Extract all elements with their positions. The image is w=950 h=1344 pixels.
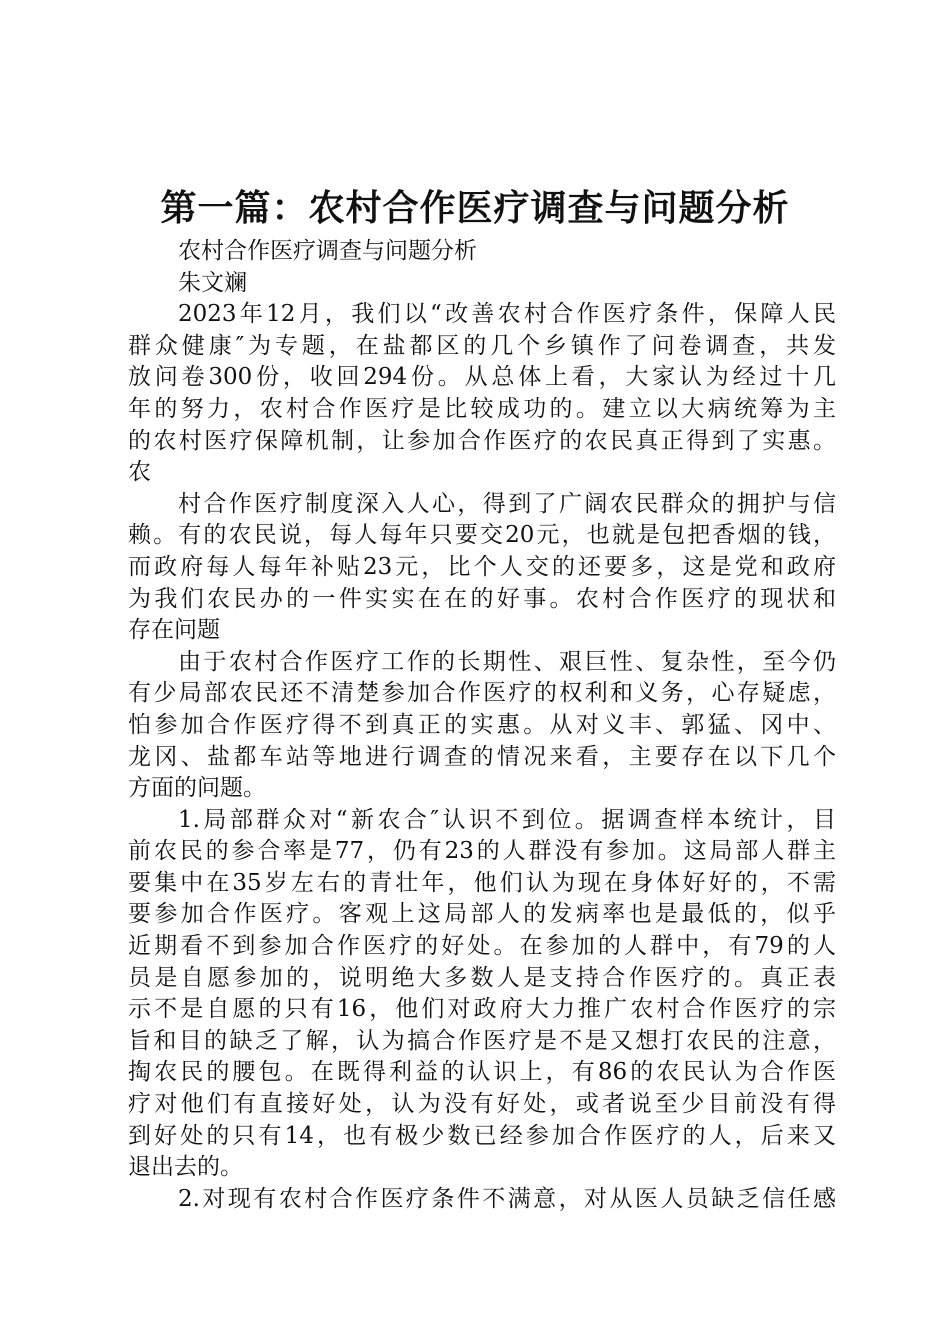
text-line: 农 xyxy=(128,459,151,486)
text-line: 农村合作医疗调查与问题分析 xyxy=(178,238,477,264)
text-line: 群众健康″为专题，在盐都区的几个乡镇作了问卷调查，共发 xyxy=(128,332,836,359)
text-line: 为我们农民办的一件实实在在的好事。农村合作医疗的现状和 xyxy=(128,585,836,612)
text-line: 怕参加合作医疗得不到真正的实惠。从对义丰、郭猛、冈中、 xyxy=(128,711,836,738)
text-line: 的农村医疗保障机制，让参加合作医疗的农民真正得到了实惠。 xyxy=(128,427,836,454)
text-line: 年的努力，农村合作医疗是比较成功的。建立以大病统筹为主 xyxy=(128,395,836,422)
text-line: 员是自愿参加的，说明绝大多数人是支持合作医疗的。真正表 xyxy=(128,964,836,991)
text-line: 村合作医疗制度深入人心，得到了广阔农民群众的拥护与信 xyxy=(178,490,836,517)
text-line: 前农民的参合率是77，仍有23的人群没有参加。这局部人群主 xyxy=(128,838,836,865)
text-line: 旨和目的缺乏了解，认为搞合作医疗是不是又想打农民的注意， xyxy=(128,1027,836,1054)
text-line: 1.局部群众对“新农合″认识不到位。据调查样本统计，目 xyxy=(178,806,836,833)
text-line: 而政府每人每年补贴23元，比个人交的还要多，这是党和政府 xyxy=(128,553,836,580)
text-line: 示不是自愿的只有16，他们对政府大力推广农村合作医疗的宗 xyxy=(128,996,836,1023)
text-line: 方面的问题。 xyxy=(128,775,266,802)
document-title: 第一篇：农村合作医疗调查与问题分析 xyxy=(160,188,790,229)
text-line: 疗对他们有直接好处，认为没有好处，或者说至少目前没有得 xyxy=(128,1091,836,1118)
text-line: 朱文斓 xyxy=(178,269,247,296)
text-line: 存在问题 xyxy=(128,617,220,644)
text-line: 要参加合作医疗。客观上这局部人的发病率也是最低的，似乎 xyxy=(128,901,836,928)
text-line: 2.对现有农村合作医疗条件不满意，对从医人员缺乏信任感 xyxy=(178,1185,836,1212)
text-line: 近期看不到参加合作医疗的好处。在参加的人群中，有79的人 xyxy=(128,933,836,960)
text-line: 退出去的。 xyxy=(128,1154,243,1181)
text-line: 龙冈、盐都车站等地进行调查的情况来看，主要存在以下几个 xyxy=(128,743,836,770)
text-line: 到好处的只有14，也有极少数已经参加合作医疗的人，后来又 xyxy=(128,1122,836,1149)
text-line: 掏农民的腰包。在既得利益的认识上，有86的农民认为合作医 xyxy=(128,1059,836,1086)
document-body xyxy=(128,236,836,1215)
text-line: 放问卷300份，收回294份。从总体上看，大家认为经过十几 xyxy=(128,364,836,391)
text-line: 2023年12月，我们以“改善农村合作医疗条件，保障人民 xyxy=(178,301,836,328)
text-line: 有少局部农民还不清楚参加合作医疗的权利和义务，心存疑虑， xyxy=(128,680,836,707)
text-line: 由于农村合作医疗工作的长期性、艰巨性、复杂性，至今仍 xyxy=(178,648,836,675)
text-line: 要集中在35岁左右的青壮年，他们认为现在身体好好的，不需 xyxy=(128,869,836,896)
text-line: 赖。有的农民说，每人每年只要交20元，也就是包把香烟的钱， xyxy=(128,522,836,549)
